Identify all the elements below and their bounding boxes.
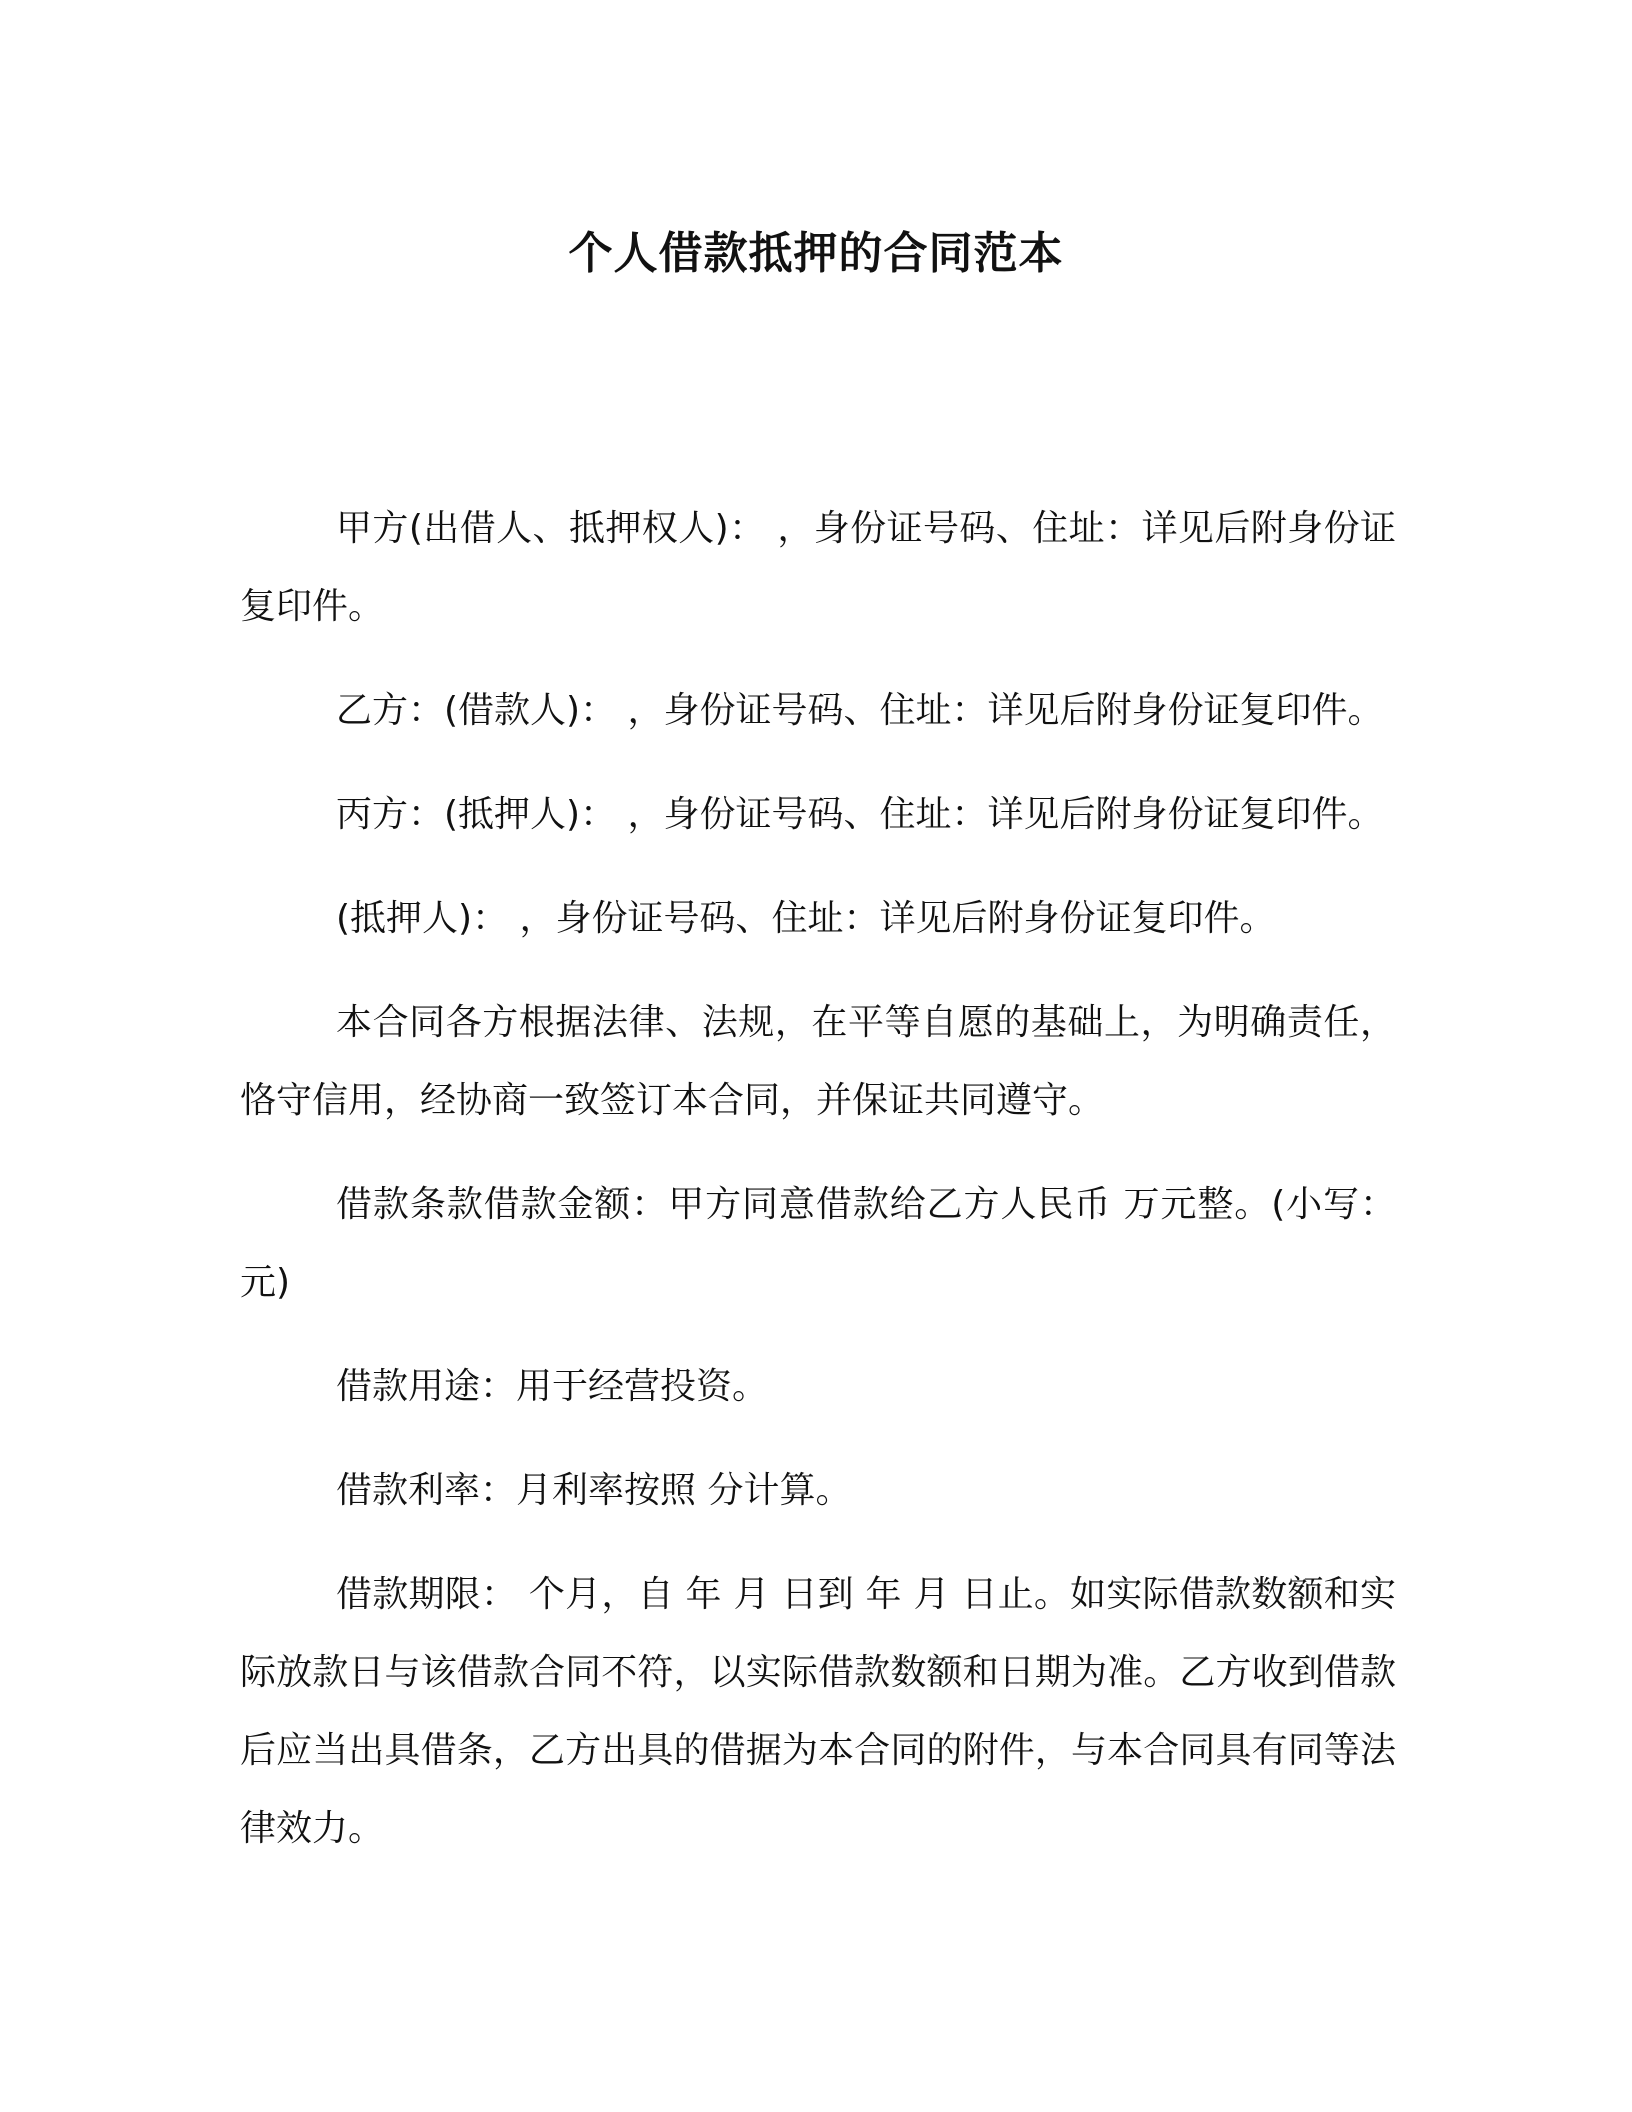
paragraph-party-a: 甲方(出借人、抵押权人)： ，身份证号码、住址：详见后附身份证复印件。: [240, 508, 1396, 627]
paragraph-loan-purpose: 借款用途：用于经营投资。: [336, 1366, 769, 1407]
paragraph-loan-amount: 借款条款借款金额：甲方同意借款给乙方人民币 万元整。(小写：元): [240, 1184, 1396, 1303]
paragraph-party-b: 乙方：(借款人)： ，身份证号码、住址：详见后附身份证复印件。: [336, 690, 1384, 731]
document-body: [240, 490, 1396, 1868]
paragraph-party-c: 丙方：(抵押人)： ，身份证号码、住址：详见后附身份证复印件。: [336, 794, 1384, 835]
paragraph-mortgagor: (抵押人)： ，身份证号码、住址：详见后附身份证复印件。: [336, 898, 1276, 939]
document-title: 个人借款抵押的合同范本: [568, 228, 1064, 279]
paragraph-loan-term: 借款期限： 个月，自 年 月 日到 年 月 日止。如实际借款数额和实际放款日与该借款合同不符，以实际借款数额和日期为准。乙方收到借款后应当出具借条，乙方出具的借据为本合同的附件，与本合同具有同等法律效力。: [240, 1574, 1396, 1849]
paragraph-preamble: 本合同各方根据法律、法规，在平等自愿的基础上，为明确责任，恪守信用，经协商一致签订本合同，并保证共同遵守。: [240, 1002, 1396, 1121]
paragraph-interest-rate: 借款利率：月利率按照 分计算。: [336, 1470, 852, 1511]
